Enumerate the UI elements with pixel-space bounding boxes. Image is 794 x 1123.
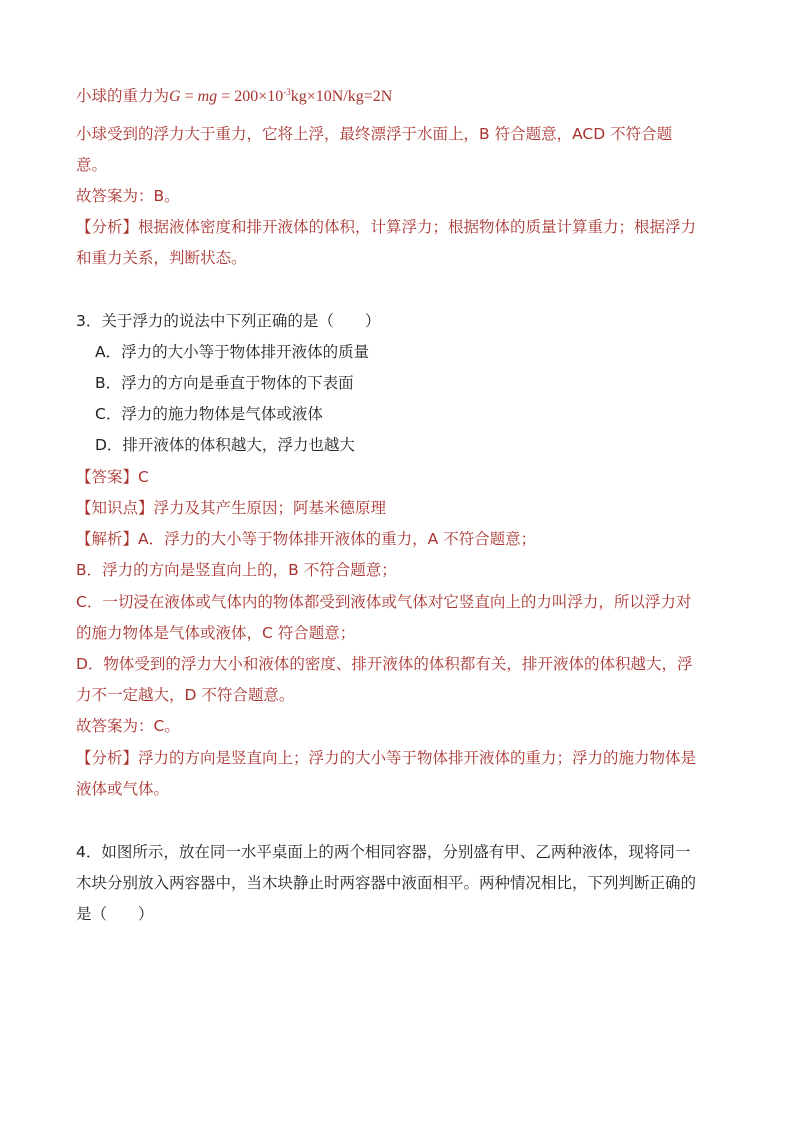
- q3-option-a: A．浮力的大小等于物体排开液体的质量: [95, 343, 370, 361]
- q3-explain-tag: 【解析】: [76, 530, 139, 548]
- q3-explain-d1: D．物体受到的浮力大小和液体的密度、排开液体的体积都有关，排开液体的体积越大，浮: [76, 655, 693, 673]
- q3-knowledge-tag: 【知识点】: [76, 499, 154, 517]
- gravity-prefix: 小球的重力为: [76, 87, 170, 105]
- analysis-line-2: 和重力关系，判断状态。: [76, 249, 247, 267]
- q3-knowledge-line: [76, 498, 386, 518]
- q4-stem-line-1: 4．如图所示，放在同一水平桌面上的两个相同容器，分别盛有甲、乙两种液体，现将同一: [76, 843, 691, 861]
- analysis-tag: 【分析】: [76, 218, 139, 236]
- explain-line-1: 小球受到的浮力大于重力，它将上浮，最终漂浮于水面上，B 符合题意，ACD 不符合题: [76, 125, 673, 143]
- q4-stem-line-3: 是（ ）: [76, 905, 154, 923]
- q3-answer-line: [76, 467, 149, 487]
- q3-final-answer: 故答案为：C。: [76, 717, 180, 735]
- q3-option-c: C．浮力的施力物体是气体或液体: [95, 405, 323, 423]
- q3-option-b: B．浮力的方向是垂直于物体的下表面: [95, 374, 354, 392]
- gravity-formula: G = mg = $200\times 10^{-3}kg\times 10N/kg=2N$: [169, 87, 393, 105]
- gravity-formula-line: [76, 86, 392, 106]
- explain-line-2: 意。: [76, 156, 108, 174]
- q3-explain-b: B．浮力的方向是竖直向上的，B 不符合题意；: [76, 561, 397, 579]
- q3-explain-a: A．浮力的大小等于物体排开液体的重力，A 不符合题意；: [138, 530, 537, 548]
- q3-explain-c1: C．一切浸在液体或气体内的物体都受到液体或气体对它竖直向上的力叫浮力，所以浮力对: [76, 593, 692, 611]
- q3-explain-d2: 力不一定越大，D 不符合题意。: [76, 686, 295, 704]
- q3-knowledge-value: 浮力及其产生原因；阿基米德原理: [153, 499, 387, 517]
- q3-explain-c2: 的施力物体是气体或液体，C 符合题意；: [76, 624, 356, 642]
- q3-analysis-text: 浮力的方向是竖直向上；浮力的大小等于物体排开液体的重力；浮力的施力物体是: [138, 749, 697, 767]
- answer-line: 故答案为：B。: [76, 187, 180, 205]
- analysis-line-1: [76, 217, 696, 237]
- analysis-text: 根据液体密度和排开液体的体积，计算浮力；根据物体的质量计算重力；根据浮力: [138, 218, 697, 236]
- q3-analysis-line-2: 液体或气体。: [76, 780, 170, 798]
- q3-answer-value: C: [138, 468, 149, 486]
- q3-stem: 3．关于浮力的说法中下列正确的是（ ）: [76, 312, 381, 330]
- q3-option-d: D．排开液体的体积越大，浮力也越大: [95, 436, 355, 454]
- q3-analysis-tag: 【分析】: [76, 749, 139, 767]
- q3-analysis-line-1: [76, 748, 696, 768]
- q3-explain-a-line: [76, 529, 536, 549]
- q3-answer-tag: 【答案】: [76, 468, 139, 486]
- q4-stem-line-2: 木块分别放入两容器中，当木块静止时两容器中液面相平。两种情况相比，下列判断正确的: [76, 874, 697, 892]
